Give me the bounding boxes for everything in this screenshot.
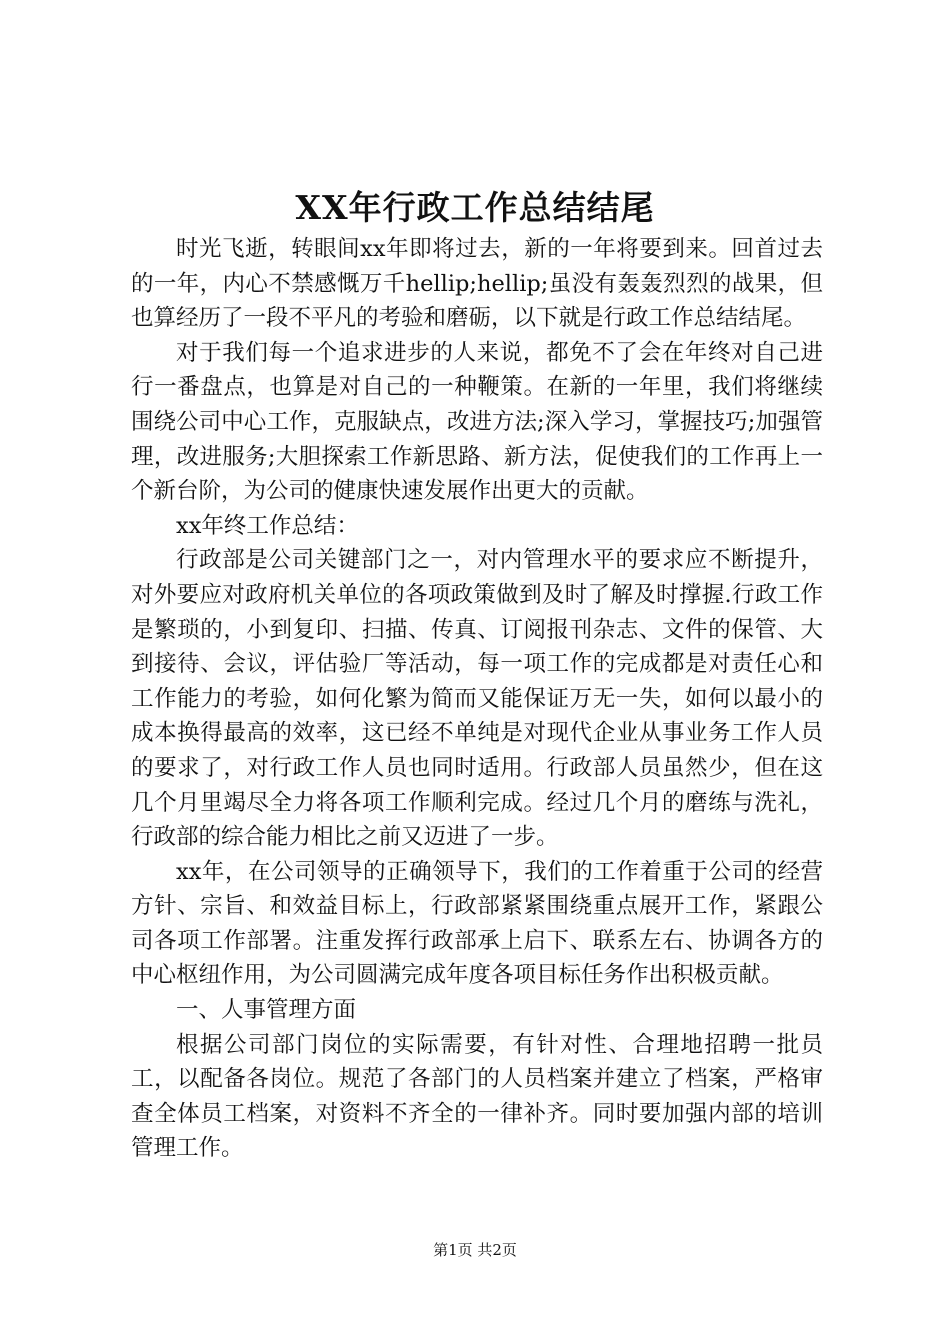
paragraph-year-work: xx年，在公司领导的正确领导下，我们的工作着重于公司的经营方针、宗旨、和效益目标上，行政部紧紧围绕重点展开工作，紧跟公司各项工作部署。注重发挥行政部承上启下、联系左右、协调各方的中心枢纽作用，为公司圆满完成年度各项目标任务作出积极贡献。 — [131, 858, 823, 989]
page-indicator: 第1页 共2页 — [433, 1241, 517, 1259]
document-body — [131, 232, 823, 1166]
paragraph-year-end-heading: xx年终工作总结： — [176, 512, 359, 539]
paragraph-intro: 时光飞逝，转眼间xx年即将过去，新的一年将要到来。回首过去的一年，内心不禁感慨万千hellip;hellip;虽没有轰轰烈烈的战果，但也算经历了一段不平凡的考验和磨砺，以下就是行政工作总结结尾。 — [131, 236, 823, 332]
document-title: XX年行政工作总结结尾 — [295, 188, 655, 227]
paragraph-admin-department: 行政部是公司关键部门之一，对内管理水平的要求应不断提升，对外要应对政府机关单位的各项政策做到及时了解及时撑握.行政工作是繁琐的，小到复印、扫描、传真、订阅报刊杂志、文件的保管、大到接待、会议，评估验厂等活动，每一项工作的完成都是对责任心和工作能力的考验，如何化繁为简而又能保证万无一失，如何以最小的成本换得最高的效率，这已经不单纯是对现代企业从事业务工作人员的要求了，对行政工作人员也同时适用。行政部人员虽然少，但在这几个月里竭尽全力将各项工作顺利完成。经过几个月的磨练与洗礼，行政部的综合能力相比之前又迈进了一步。 — [131, 547, 823, 851]
paragraph-self-review: 对于我们每一个追求进步的人来说，都免不了会在年终对自己进行一番盘点，也算是对自己的一种鞭策。在新的一年里，我们将继续围绕公司中心工作，克服缺点，改进方法;深入学习，掌握技巧;加强管理，改进服务;大胆探索工作新思路、新方法，促使我们的工作再上一个新台阶，为公司的健康快速发展作出更大的贡献。 — [131, 339, 823, 505]
section-heading-hr: 一、人事管理方面 — [176, 997, 357, 1024]
paragraph-hr-management: 根据公司部门岗位的实际需要，有针对性、合理地招聘一批员工，以配备各岗位。规范了各部门的人员档案并建立了档案，严格审查全体员工档案，对资料不齐全的一律补齐。同时要加强内部的培训管理工作。 — [131, 1031, 823, 1162]
